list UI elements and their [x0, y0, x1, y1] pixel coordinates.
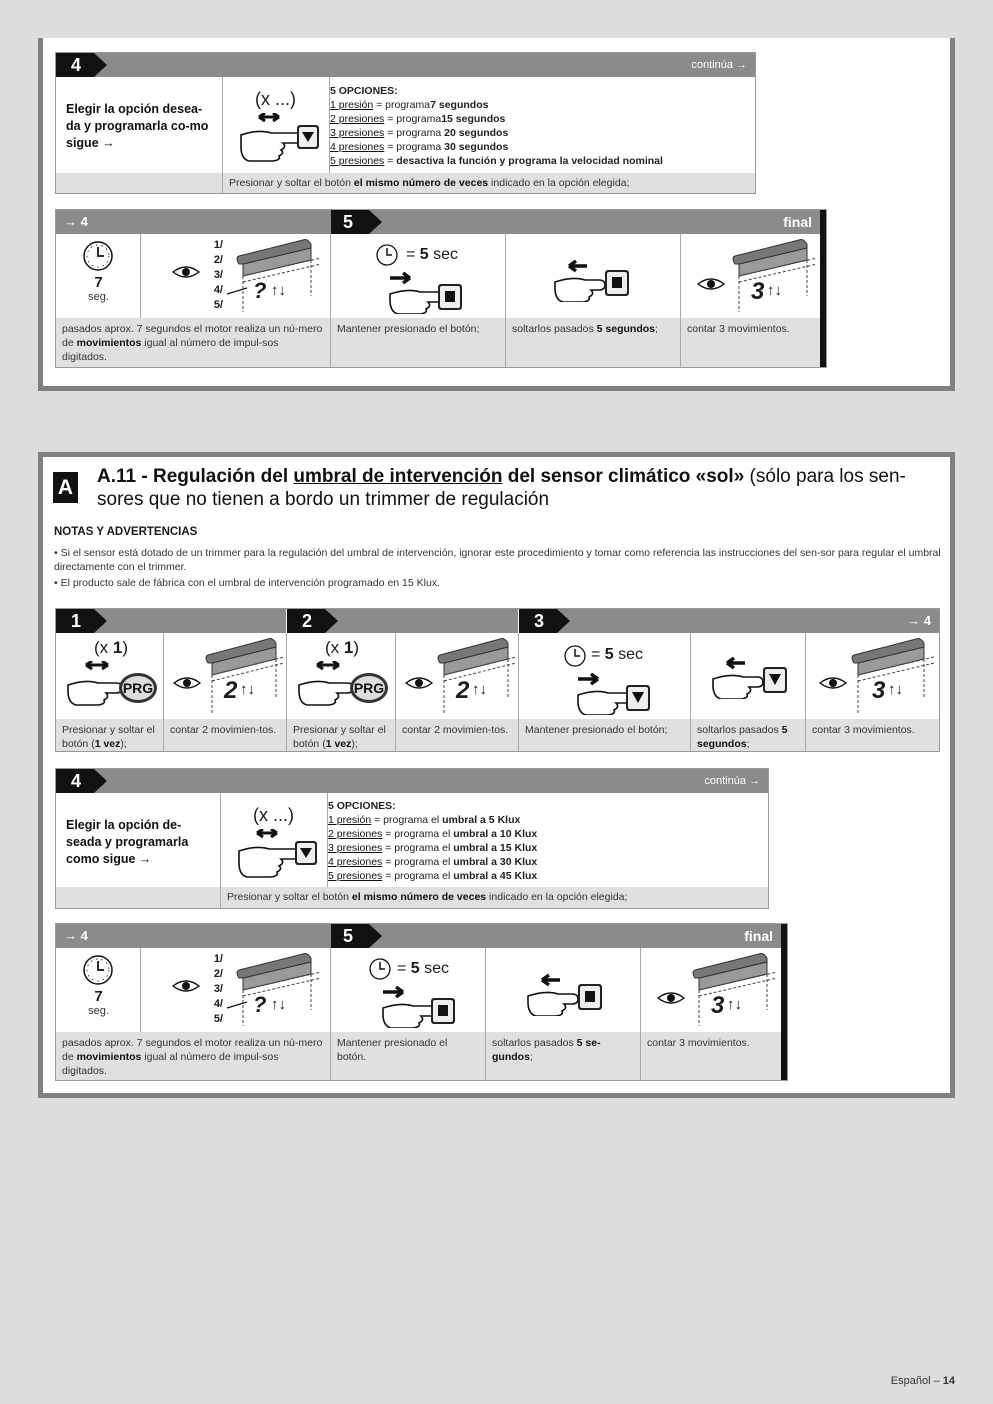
- step4-header: [56, 53, 755, 77]
- footer-language: Español –: [890, 1375, 943, 1387]
- roller-shutter-icon: [202, 635, 286, 717]
- page-number: 14: [942, 1375, 955, 1387]
- step-number: 4: [56, 53, 94, 77]
- caption-count: contar 3 movimientos.: [681, 318, 820, 367]
- up-down-arrows-icon: ↑↓: [271, 282, 286, 299]
- step5-klux-table: [55, 923, 788, 1081]
- question-mark: ?: [253, 278, 267, 303]
- option-line-2: 2 presiones = programa el umbral a 10 Klux: [328, 828, 538, 840]
- step-number: 5: [331, 210, 369, 234]
- back-header: [56, 210, 331, 234]
- caption-count-3: contar 3 movimientos.: [806, 719, 939, 751]
- note-bullet-2: • El producto sale de fábrica con el umbral de intervención programado en 15 Klux.: [54, 577, 440, 589]
- caption-hold: Mantener presionado el botón;: [331, 318, 506, 367]
- option-line-2: 2 presiones = programa15 segundos: [330, 113, 506, 125]
- option-line-3: 3 presiones = programa el umbral a 15 Klux: [328, 842, 538, 854]
- note-bullet-1: • Si el sensor está dotado de un trimmer para la regulación del umbral de intervención, ignorar este procedimiento y tomar como referencia las instrucciones del sen-sor para regular el umbral directamente con el trimmer.: [54, 547, 941, 573]
- caption-release: soltarlos pasados 5 se-gundos;: [486, 1032, 641, 1080]
- hold-duration: = 5 sec: [406, 246, 459, 263]
- caption-count-2: contar 2 movimien-tos.: [164, 719, 287, 751]
- times-one-label: (x 1): [94, 638, 129, 657]
- eye-icon: [171, 978, 201, 994]
- step-number: 1: [56, 609, 94, 633]
- option-line-5: 5 presiones = programa el umbral a 45 Klux: [328, 870, 538, 882]
- times-label: (x ...): [255, 89, 296, 109]
- clock-icon: [82, 240, 114, 272]
- wait-seconds: 7: [94, 988, 103, 1005]
- caption-count: contar 3 movimientos.: [641, 1032, 781, 1080]
- three-movements: 3: [751, 278, 765, 305]
- step3-header: [519, 609, 939, 633]
- step4-klux-table: [55, 768, 769, 909]
- roller-shutter-icon: [223, 236, 323, 316]
- question-mark: ?: [253, 992, 267, 1017]
- section-title: A.11 - Regulación del umbral de intervención del sensor climático «sol» (sólo para los sen-sores que no tienen a bordo un trimmer de regulación: [97, 466, 906, 510]
- caption-wait: pasados aprox. 7 segundos el motor realiza un nú-mero de movimientos igual al número de impul-sos digitados.: [56, 318, 331, 367]
- eye-icon: [696, 276, 726, 292]
- option-line-4: 4 presiones = programa 30 segundos: [330, 141, 509, 153]
- option-line-1: 1 presión = programa7 segundos: [330, 99, 489, 111]
- press-count-list: 1/ 2/ 3/ 4/ 5/: [213, 239, 223, 311]
- press-prg-button-icon: [295, 661, 391, 715]
- clock-icon: [376, 244, 398, 266]
- caption-hold: Mantener presionado el botón.: [331, 1032, 486, 1080]
- roller-shutter-icon: [223, 950, 323, 1030]
- back-to-step4: → 4: [64, 214, 88, 229]
- up-down-arrows-icon: ↑↓: [271, 996, 286, 1013]
- two-movements: 2: [456, 677, 470, 704]
- caption-count-2: contar 2 movimien-tos.: [396, 719, 519, 751]
- choose-option-text: Elegir la opción desea-da y programarla co-mo sigue →: [66, 102, 209, 150]
- step4-header: [56, 769, 768, 793]
- two-movements: 2: [224, 677, 238, 704]
- step2-header: [287, 609, 518, 633]
- caption-press-once: Presionar y soltar el botón (1 vez);: [56, 719, 164, 751]
- step1-header: [56, 609, 286, 633]
- step4-note: Presionar y soltar el botón el mismo número de veces indicado en la opción elegida;: [221, 887, 768, 908]
- eye-icon: [818, 675, 848, 691]
- wait-unit: seg.: [88, 1005, 109, 1017]
- section-badge: A: [53, 472, 78, 503]
- step4-note: Presionar y soltar el botón el mismo número de veces indicado en la opción elegida;: [223, 173, 755, 193]
- release-stop-button-icon: [551, 258, 631, 302]
- step-number: 3: [519, 609, 557, 633]
- eye-icon: [172, 675, 202, 691]
- clock-icon: [564, 645, 586, 667]
- three-movements: 3: [872, 677, 886, 704]
- hold-duration: = 5 sec: [397, 960, 450, 977]
- notes-heading: NOTAS Y ADVERTENCIAS: [54, 526, 198, 538]
- step5-header: [331, 210, 820, 234]
- final-label: final: [744, 928, 773, 944]
- release-stop-button-icon: [524, 972, 604, 1016]
- steps-1-3-table: [55, 608, 940, 752]
- press-down-button-icon: [235, 829, 319, 879]
- choose-option-text: Elegir la opción de-seada y programarla como sigue →: [66, 818, 189, 866]
- eye-icon: [404, 675, 434, 691]
- option-line-3: 3 presiones = programa 20 segundos: [330, 127, 509, 139]
- press-count-list: 1/ 2/ 3/ 4/ 5/: [213, 953, 223, 1025]
- option-line-4: 4 presiones = programa el umbral a 30 Klux: [328, 856, 538, 868]
- page-footer: [891, 1375, 955, 1387]
- prg-label: PRG: [353, 680, 385, 696]
- hold-duration: = 5 sec: [591, 646, 644, 663]
- roller-shutter-icon: [729, 236, 819, 316]
- goto-step4: → 4: [907, 613, 931, 628]
- eye-icon: [171, 264, 201, 280]
- up-down-arrows-icon: ↑↓: [472, 681, 487, 698]
- prg-label: PRG: [122, 680, 154, 696]
- caption-release: soltarlos pasados 5 segundos;: [506, 318, 681, 367]
- step5-header: [331, 924, 781, 948]
- clock-icon: [369, 958, 391, 980]
- caption-wait: pasados aprox. 7 segundos el motor realiza un nú-mero de movimientos igual al número de impul-sos digitados.: [56, 1032, 331, 1080]
- release-down-button-icon: [709, 655, 789, 699]
- continue-label: continúa →: [691, 59, 747, 71]
- up-down-arrows-icon: ↑↓: [240, 681, 255, 698]
- times-label: (x ...): [253, 805, 294, 825]
- options-title: 5 OPCIONES:: [330, 85, 398, 97]
- roller-shutter-icon: [434, 635, 518, 717]
- up-down-arrows-icon: ↑↓: [767, 282, 782, 299]
- up-down-arrows-icon: ↑↓: [888, 681, 903, 698]
- three-movements: 3: [711, 992, 725, 1019]
- option-line-5: 5 presiones = desactiva la función y programa la velocidad nominal: [330, 155, 663, 167]
- wait-seconds: 7: [94, 274, 103, 291]
- back-header: [56, 924, 331, 948]
- eye-icon: [656, 990, 686, 1006]
- press-prg-button-icon: [64, 661, 160, 715]
- roller-shutter-icon: [848, 635, 936, 717]
- up-down-arrows-icon: ↑↓: [727, 996, 742, 1013]
- roller-shutter-icon: [689, 950, 779, 1030]
- caption-press-once: Presionar y soltar el botón (1 vez);: [287, 719, 396, 751]
- step-number: 4: [56, 769, 94, 793]
- caption-release: soltarlos pasados 5 segundos;: [691, 719, 806, 751]
- press-stop-button-icon: [386, 272, 466, 314]
- options-title: 5 OPCIONES:: [328, 800, 396, 812]
- press-stop-button-icon: [379, 986, 459, 1028]
- wait-unit: seg.: [88, 291, 109, 303]
- step-number: 2: [287, 609, 325, 633]
- press-down-button-icon: [237, 113, 321, 163]
- caption-hold: Mantener presionado el botón;: [519, 719, 691, 751]
- step4-table: [55, 52, 756, 194]
- step5-table: [55, 209, 827, 368]
- clock-icon: [82, 954, 114, 986]
- option-line-1: 1 presión = programa el umbral a 5 Klux: [328, 814, 521, 826]
- continue-label: continúa →: [704, 775, 760, 787]
- press-down-button-icon: [574, 673, 654, 715]
- final-label: final: [783, 214, 812, 230]
- step-number: 5: [331, 924, 369, 948]
- back-to-step4: → 4: [64, 928, 88, 943]
- times-one-label: (x 1): [325, 638, 360, 657]
